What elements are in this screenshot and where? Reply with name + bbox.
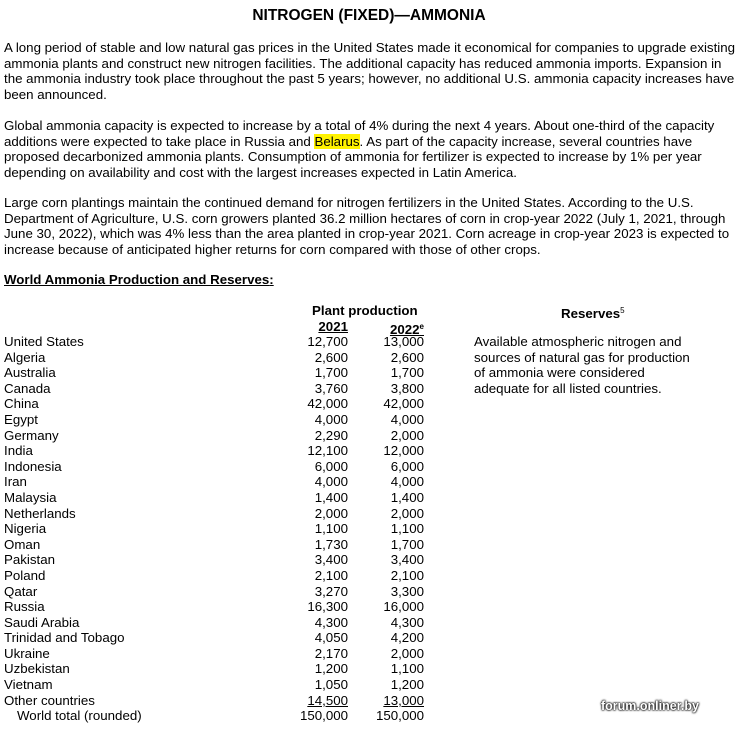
table-row [4,350,434,366]
value-2021 [300,490,348,506]
country-name: Uzbekistan [4,661,70,677]
table-row [4,693,434,709]
value-2021-text: 1,400 [314,489,348,505]
value-2022-text: 13,000 [383,334,424,349]
value-2021 [300,350,348,366]
value-2021-text: 3,270 [314,583,348,599]
value-2022 [376,615,424,631]
value-2022 [376,677,424,693]
value-2021 [300,568,348,584]
value-2021-text: 1,100 [314,521,348,537]
section-heading-text: World Ammonia Production and Reserves [4,272,270,287]
table-row [4,677,434,693]
plant-production-header: Plant production [312,303,418,318]
table-row [4,584,434,600]
value-2022-text: 1,100 [390,521,424,537]
value-2021-text: 2,600 [314,349,348,365]
value-2022 [376,350,424,366]
value-2022 [376,599,424,615]
value-2021 [300,552,348,568]
table-row [4,412,434,428]
value-2022 [376,428,424,444]
value-2022-text: 4,000 [390,411,424,427]
table-row [4,568,434,584]
value-2022-text: 2,000 [390,505,424,521]
value-2022-text: 150,000 [376,708,425,724]
value-2022-text: 4,000 [390,474,424,490]
country-name: World total (rounded) [17,708,142,724]
value-2022 [376,584,424,600]
value-2022 [376,412,424,428]
country-name: Poland [4,567,46,583]
section-heading-colon: : [269,272,274,287]
table-row [4,646,434,662]
value-2021 [300,584,348,600]
value-2022 [376,396,424,412]
value-2021-text: 1,200 [314,661,348,677]
country-name: Other countries [4,692,95,708]
section-heading [4,272,274,288]
value-2022 [376,537,424,553]
value-2021 [300,615,348,631]
value-2021 [300,646,348,662]
reserves-note-line: sources of natural gas for production [474,349,690,365]
table-row [4,537,434,553]
country-name: Malaysia [4,489,57,505]
value-2022-text: 2,000 [390,645,424,661]
value-2021 [300,428,348,444]
value-2022 [376,443,424,459]
value-2022-text: 1,200 [390,677,424,693]
value-2021 [300,474,348,490]
table-row [4,506,434,522]
value-2022 [376,568,424,584]
table-row [4,474,434,490]
paragraph-text: . As part of the capacity increase, several countries have proposed decarbonized ammonia plants. Consumption of ammonia for fertilizer is expected to increase by 1% per year depending on availability and cost with the largest increases expected in Latin America. [4,133,702,180]
value-2021 [300,708,348,724]
value-2021-text: 4,000 [314,474,348,490]
paragraph-text: Global ammonia capacity is expected to increase by a total of 4% during the next 4 years. About one-third of the capacity additions were expected to take place in Russia and [4,118,715,149]
reserves-header-text: Reserves [561,306,621,321]
value-2021-text: 2,290 [314,427,348,443]
value-2022-text: 2,000 [390,427,424,443]
value-2021 [300,459,348,475]
value-2021-text: 1,730 [314,536,348,552]
reserves-note-line: Available atmospheric nitrogen and [474,334,682,349]
value-2022-text: 1,700 [390,536,424,552]
value-2022 [376,459,424,475]
reserves-header [561,303,625,322]
value-2022 [376,552,424,568]
country-name: Vietnam [4,677,53,693]
country-name: Indonesia [4,458,62,474]
value-2022 [376,521,424,537]
value-2021 [300,599,348,615]
country-name: Saudi Arabia [4,614,80,630]
page-title: NITROGEN (FIXED)—AMMONIA [252,7,486,24]
country-name: Germany [4,427,59,443]
country-name: India [4,443,33,459]
country-name: Netherlands [4,505,76,521]
table-row [4,443,434,459]
value-2021-text: 14,500 [307,692,348,708]
production-table [4,334,434,724]
reserves-note [474,334,714,396]
table-row [4,365,434,381]
watermark: forum.onliner.by [601,699,699,713]
value-2022 [376,474,424,490]
value-2022-text: 12,000 [383,443,424,459]
value-2022-text: 1,100 [390,661,424,677]
value-2022-text: 3,300 [390,583,424,599]
table-row [4,459,434,475]
value-2021-text: 3,400 [314,552,348,568]
value-2021-text: 2,170 [314,645,348,661]
table-row [4,428,434,444]
value-2022 [376,365,424,381]
table-row [4,396,434,412]
value-2021-text: 42,000 [307,396,348,412]
value-2021 [300,521,348,537]
value-2022-text: 4,200 [390,630,424,646]
value-2021 [300,537,348,553]
value-2022-text: 13,000 [383,692,424,708]
value-2022 [376,490,424,506]
table-row [4,708,434,724]
value-2022-text: 2,100 [390,567,424,583]
value-2021-text: 150,000 [300,708,349,724]
value-2021-text: 4,300 [314,614,348,630]
country-name: Egypt [4,411,39,427]
country-name: Ukraine [4,645,50,661]
country-name: Oman [4,536,41,552]
value-2021-text: 1,700 [314,365,348,381]
value-2021-text: 3,760 [314,380,348,396]
table-row [4,381,434,397]
value-2022-text: 3,400 [390,552,424,568]
value-2022 [376,381,424,397]
reserves-note-line: adequate for all listed countries. [474,380,662,396]
reserves-note-line: of ammonia were considered [474,365,645,381]
value-2022-text: 42,000 [383,396,424,412]
value-2022-text: 4,300 [390,614,424,630]
country-name: Trinidad and Tobago [4,630,125,646]
value-2022-text: 16,000 [383,599,424,615]
estimate-mark: e [419,322,424,331]
country-name: Canada [4,380,51,396]
value-2021-text: 1,050 [314,677,348,693]
value-2022 [376,506,424,522]
value-2022-text: 3,800 [390,380,424,396]
year-2022-text: 2022 [389,322,420,337]
value-2021 [300,443,348,459]
paragraph-ammonia-capacity-us: A long period of stable and low natural gas prices in the United States made it economical for companies to upgrade existing ammonia plants and construct new nitrogen facilities. The additional capacity has reduced ammonia imports. Expansion in the ammonia industry took place throughout the past 5 years; however, no additional U.S. ammonia capacity increases have been announced. [4,40,736,102]
value-2021 [300,677,348,693]
value-2021 [300,412,348,428]
value-2022-text: 2,600 [390,349,424,365]
country-name: Pakistan [4,552,55,568]
table-row [4,334,434,350]
highlighted-word: Belarus [314,133,360,149]
value-2021-text: 6,000 [314,458,348,474]
table-row [4,521,434,537]
value-2022-text: 1,700 [390,365,424,381]
value-2021-text: 2,100 [314,567,348,583]
country-name: Australia [4,365,56,381]
value-2022 [376,693,424,709]
table-row [4,552,434,568]
value-2021-text: 16,300 [307,599,348,615]
value-2022 [376,646,424,662]
value-2022 [376,630,424,646]
value-2021 [300,630,348,646]
country-name: United States [4,334,84,349]
table-row [4,661,434,677]
value-2021 [300,381,348,397]
reserves-footnote-mark: 5 [620,306,625,315]
value-2021 [300,334,348,350]
paragraph-global-capacity [4,118,736,180]
table-row [4,599,434,615]
value-2021 [300,365,348,381]
table-row [4,615,434,631]
table-row [4,490,434,506]
value-2021-text: 12,700 [307,334,348,349]
value-2021-text: 2,000 [314,505,348,521]
value-2021 [300,693,348,709]
value-2021-text: 4,000 [314,411,348,427]
value-2021 [300,396,348,412]
country-name: Iran [4,474,27,490]
country-name: Russia [4,599,45,615]
value-2022-text: 1,400 [390,489,424,505]
value-2021-text: 4,050 [314,630,348,646]
value-2021-text: 12,100 [307,443,348,459]
value-2022 [376,661,424,677]
value-2021 [300,661,348,677]
value-2022 [376,334,424,350]
year-2021-header: 2021 [318,319,348,334]
paragraph-corn-plantings: Large corn plantings maintain the continued demand for nitrogen fertilizers in the United States. According to the U.S. Department of Agriculture, U.S. corn growers planted 36.2 million hectares of corn in crop-year 2022 (July 1, 2021, through June 30, 2022), which was 4% less than the area planted in crop-year 2021. Corn acreage in crop-year 2023 is expected to increase because of anticipated higher returns for corn compared with those of other crops. [4,195,730,257]
table-row [4,630,434,646]
value-2022-text: 6,000 [390,458,424,474]
country-name: Qatar [4,583,38,599]
value-2021 [300,506,348,522]
country-name: Algeria [4,349,46,365]
value-2022 [376,708,424,724]
country-name: Nigeria [4,521,47,537]
country-name: China [4,396,39,412]
